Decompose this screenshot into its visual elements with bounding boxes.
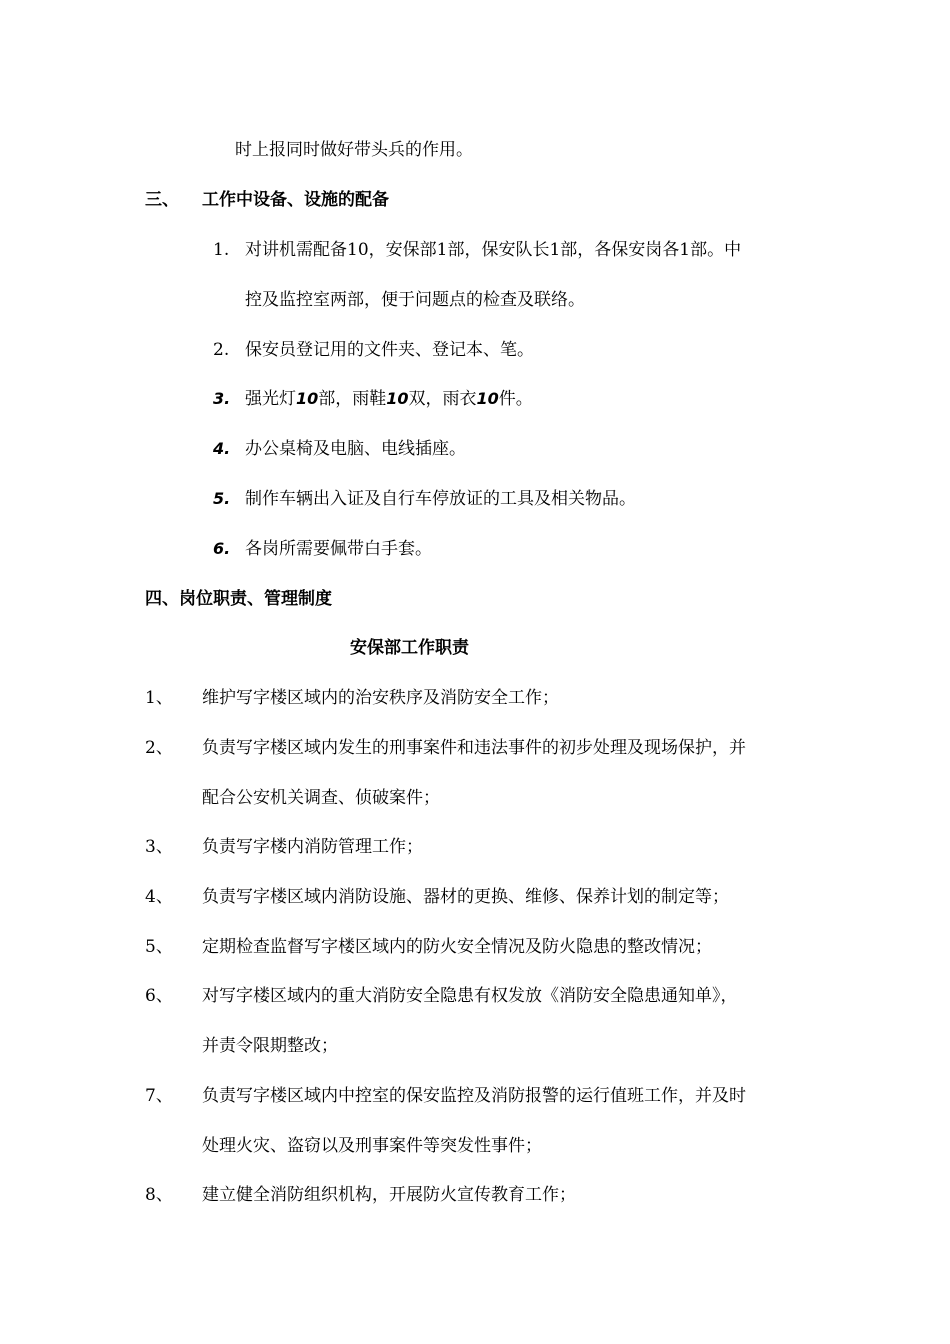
text-run: 件。 xyxy=(498,389,533,409)
list-item-number: 2、 xyxy=(145,738,173,758)
continuation-text: 时上报同时做好带头兵的作用。 xyxy=(235,140,473,160)
list-item-number: 6. xyxy=(213,539,231,558)
list-item-number: 4、 xyxy=(145,887,173,907)
section-4-subtitle: 安保部工作职责 xyxy=(350,638,469,658)
list-item-number: 4. xyxy=(213,439,231,458)
list-item-text: 制作车辆出入证及自行车停放证的工具及相关物品。 xyxy=(245,489,636,509)
list-item-number: 6、 xyxy=(145,986,173,1006)
list-item-text: 负责写字楼内消防管理工作； xyxy=(202,837,423,857)
list-item-number: 1、 xyxy=(145,688,173,708)
list-item-number: 1. xyxy=(213,240,230,260)
list-item-text-continued: 控及监控室两部，便于问题点的检查及联络。 xyxy=(245,290,585,310)
list-item-text: 负责写字楼区域内中控室的保安监控及消防报警的运行值班工作，并及时 xyxy=(202,1086,746,1106)
list-item-number: 5、 xyxy=(145,937,173,957)
text-run-number: 10 xyxy=(296,389,319,408)
list-item-text: 定期检查监督写字楼区域内的防火安全情况及防火隐患的整改情况； xyxy=(202,937,712,957)
text-run: 强光灯 xyxy=(245,389,296,409)
section-3-title: 工作中设备、设施的配备 xyxy=(202,190,389,210)
list-item-text: 负责写字楼区域内发生的刑事案件和违法事件的初步处理及现场保护，并 xyxy=(202,738,746,758)
list-item-text: 对讲机需配备10，安保部1部，保安队长1部，各保安岗各1部。中 xyxy=(245,240,742,260)
list-item-text-continued: 处理火灾、盗窃以及刑事案件等突发性事件； xyxy=(202,1136,542,1156)
list-item-text: 维护写字楼区域内的治安秩序及消防安全工作； xyxy=(202,688,559,708)
text-run: 部，雨鞋 xyxy=(318,389,387,409)
list-item-text: 建立健全消防组织机构，开展防火宣传教育工作； xyxy=(202,1185,576,1205)
list-item-number: 3. xyxy=(213,389,231,408)
text-run-number: 10 xyxy=(386,389,409,408)
list-item-text: 负责写字楼区域内消防设施、器材的更换、维修、保养计划的制定等； xyxy=(202,887,729,907)
list-item-text: 办公桌椅及电脑、电线插座。 xyxy=(245,439,466,459)
list-item-number: 7、 xyxy=(145,1086,173,1106)
section-4-title: 四、岗位职责、管理制度 xyxy=(145,589,332,609)
list-item-number: 3、 xyxy=(145,837,173,857)
text-run-number: 10 xyxy=(476,389,499,408)
list-item-text-continued: 配合公安机关调查、侦破案件； xyxy=(202,788,440,808)
text-run: 双，雨衣 xyxy=(408,389,477,409)
list-item-text: 各岗所需要佩带白手套。 xyxy=(245,539,432,559)
list-item-number: 5. xyxy=(213,489,231,508)
list-item-text-continued: 并责令限期整改； xyxy=(202,1036,338,1056)
list-item-text xyxy=(245,387,533,411)
list-item-number: 8、 xyxy=(145,1185,173,1205)
section-3-number: 三、 xyxy=(145,190,179,210)
list-item-text: 保安员登记用的文件夹、登记本、笔。 xyxy=(245,340,534,360)
list-item-text: 对写字楼区域内的重大消防安全隐患有权发放《消防安全隐患通知单》， xyxy=(202,986,738,1006)
list-item-number: 2. xyxy=(213,340,230,360)
